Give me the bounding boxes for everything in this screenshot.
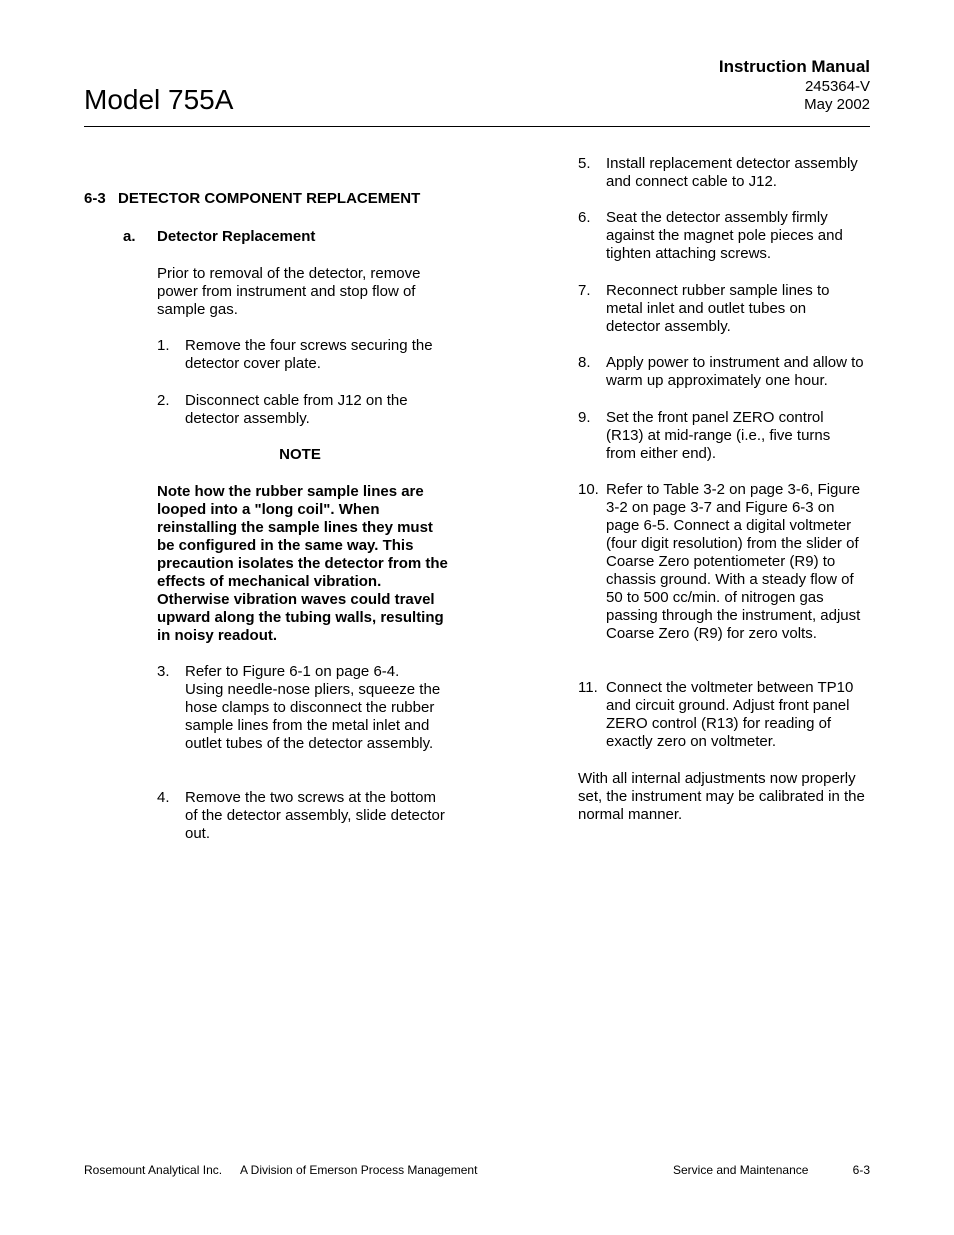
subsection-heading — [123, 228, 315, 246]
step-number: 11. — [578, 679, 598, 696]
step-number: 5. — [578, 155, 591, 172]
note-body: Note how the rubber sample lines are looped into a "long coil". When reinstalling the sample lines they must be configured in the same way. This precaution isolates the detector from the effects of mechanical vibration. Otherwise vibration waves could travel upward along the tubing walls, resulting in noisy readout. — [157, 483, 448, 644]
step-number: 3. — [157, 663, 170, 680]
footer-company: Rosemount Analytical Inc. — [84, 1163, 223, 1177]
step-text: Disconnect cable from J12 on the detector assembly. — [185, 392, 408, 427]
section-number: 6-3 — [84, 190, 106, 207]
footer-section-name: Service and Maintenance — [673, 1163, 809, 1177]
step-text: Remove the four screws securing the detector cover plate. — [185, 337, 433, 372]
header-divider — [84, 126, 870, 127]
step-number: 9. — [578, 409, 591, 426]
step-text: Connect the voltmeter between TP10 and circuit ground. Adjust front panel ZERO control (R13) for reading of exactly zero on voltmeter. — [606, 679, 854, 750]
header-info — [719, 56, 870, 114]
manual-title: Instruction Manual — [718, 57, 870, 76]
subsection-letter: a. — [123, 228, 136, 245]
step-text: Apply power to instrument and allow to warm up approximately one hour. — [606, 354, 864, 389]
section-heading — [84, 190, 420, 208]
footer-page-number: 6-3 — [852, 1163, 870, 1177]
step-number: 6. — [578, 209, 591, 226]
model-title: Model 755A — [84, 84, 234, 115]
footer-division: A Division of Emerson Process Management — [240, 1163, 478, 1177]
doc-date: May 2002 — [804, 96, 870, 113]
section-title: DETECTOR COMPONENT REPLACEMENT — [118, 190, 421, 207]
step-text: Reconnect rubber sample lines to metal inlet and outlet tubes on detector assembly. — [606, 282, 830, 335]
step-text: Seat the detector assembly firmly against the magnet pole pieces and tighten attaching screws. — [606, 209, 843, 262]
note-title: NOTE — [279, 446, 321, 463]
step-number: 4. — [157, 789, 170, 806]
step-number: 10. — [578, 481, 599, 498]
intro-paragraph: Prior to removal of the detector, remove power from instrument and stop flow of sample gas. — [157, 265, 421, 318]
step-text: Remove the two screws at the bottom of the detector assembly, slide detector out. — [185, 789, 445, 842]
step-text: Refer to Table 3-2 on page 3-6, Figure 3-2 on page 3-7 and Figure 6-3 on page 6-5. Connect a digital voltmeter (four digit resolution) from the slider of Coarse Zero potentiometer (R9) to chassis ground. With a steady flow of 50 to 500 cc/min. of nitrogen gas passing through the instrument, adjust Coarse Zero (R9) for zero volts. — [606, 481, 861, 642]
step-text: Set the front panel ZERO control (R13) at mid-range (i.e., five turns from either end). — [606, 409, 831, 462]
doc-number: 245364-V — [804, 78, 870, 95]
step-number: 2. — [157, 392, 170, 409]
step-text: Install replacement detector assembly and connect cable to J12. — [606, 155, 858, 190]
closing-paragraph: With all internal adjustments now properly set, the instrument may be calibrated in the normal manner. — [578, 770, 865, 823]
step-number: 7. — [578, 282, 591, 299]
step-number: 8. — [578, 354, 591, 371]
step-text: Refer to Figure 6-1 on page 6-4. Using needle-nose pliers, squeeze the hose clamps to disconnect the rubber sample lines from the metal inlet and outlet tubes of the detector assembly. — [185, 663, 441, 752]
step-number: 1. — [157, 337, 170, 354]
subsection-title: Detector Replacement — [157, 228, 316, 245]
